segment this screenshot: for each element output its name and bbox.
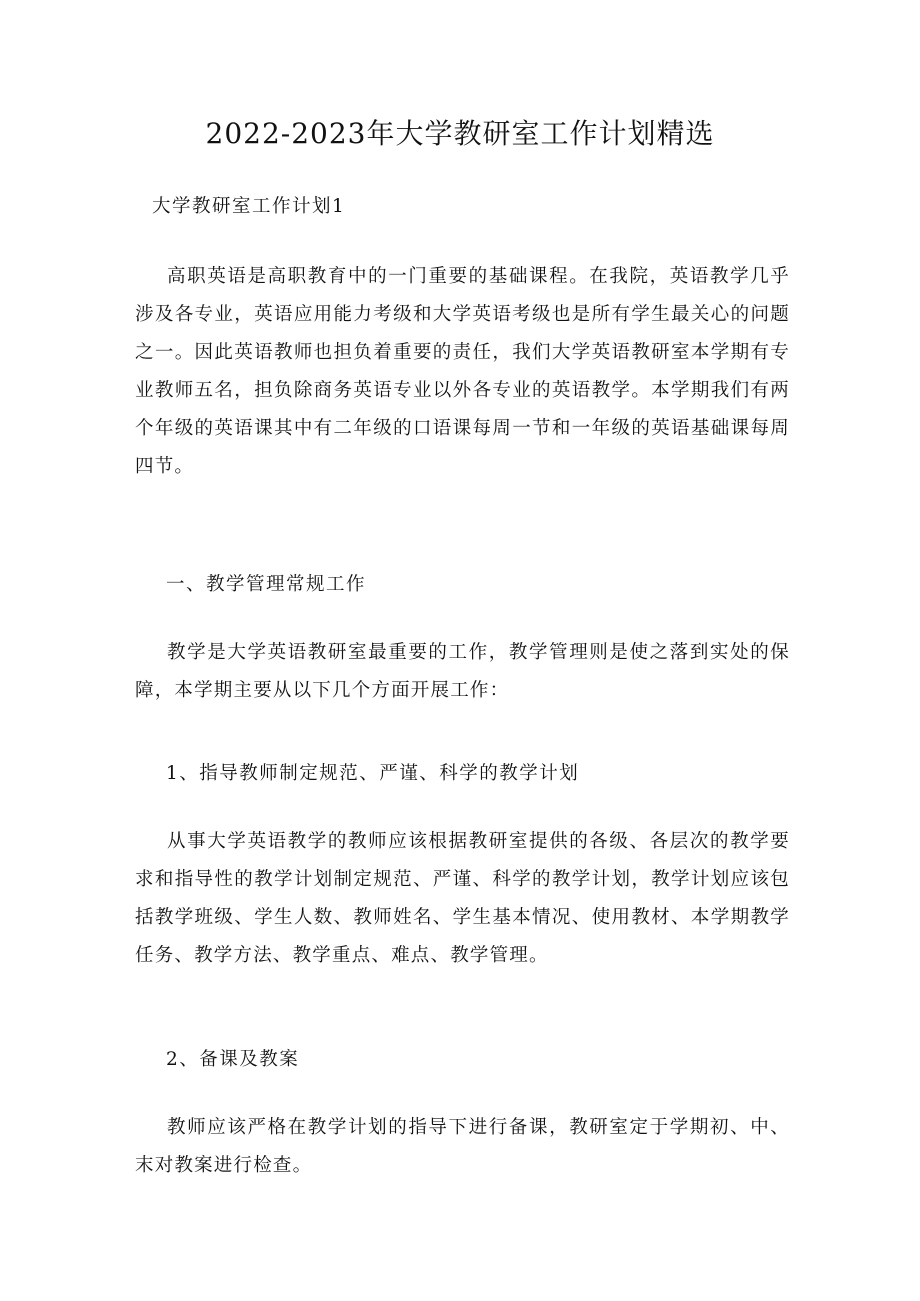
- section-subheading: 大学教研室工作计划1: [152, 196, 346, 217]
- heading-teaching-plan: 1、指导教师制定规范、严谨、科学的教学计划: [166, 763, 580, 784]
- heading-lesson-prep: 2、备课及教案: [166, 1049, 300, 1070]
- lesson-prep-paragraph: 教师应该严格在教学计划的指导下进行备课，教研室定于学期初、中、末对教案进行检查。: [135, 1117, 790, 1176]
- heading-teaching-management: 一、教学管理常规工作: [166, 574, 367, 595]
- teaching-management-paragraph: 教学是大学英语教研室最重要的工作，教学管理则是使之落到实处的保障，本学期主要从以下几个方面开展工作：: [135, 642, 790, 701]
- document-title: 2022-2023年大学教研室工作计划精选: [205, 117, 715, 150]
- teaching-plan-paragraph: 从事大学英语教学的教师应该根据教研室提供的各级、各层次的教学要求和指导性的教学计划制定规范、严谨、科学的教学计划，教学计划应该包括教学班级、学生人数、教师姓名、学生基本情况、使用教材、本学期教学任务、教学方法、教学重点、难点、教学管理。: [135, 831, 790, 966]
- intro-paragraph: 高职英语是高职教育中的一门重要的基础课程。在我院，英语教学几乎涉及各专业，英语应用能力考级和大学英语考级也是所有学生最关心的问题之一。因此英语教师也担负着重要的责任，我们大学英语教研室本学期有专业教师五名，担负除商务英语专业以外各专业的英语教学。本学期我们有两个年级的英语课其中有二年级的口语课每周一节和一年级的英语基础课每周四节。: [135, 266, 790, 477]
